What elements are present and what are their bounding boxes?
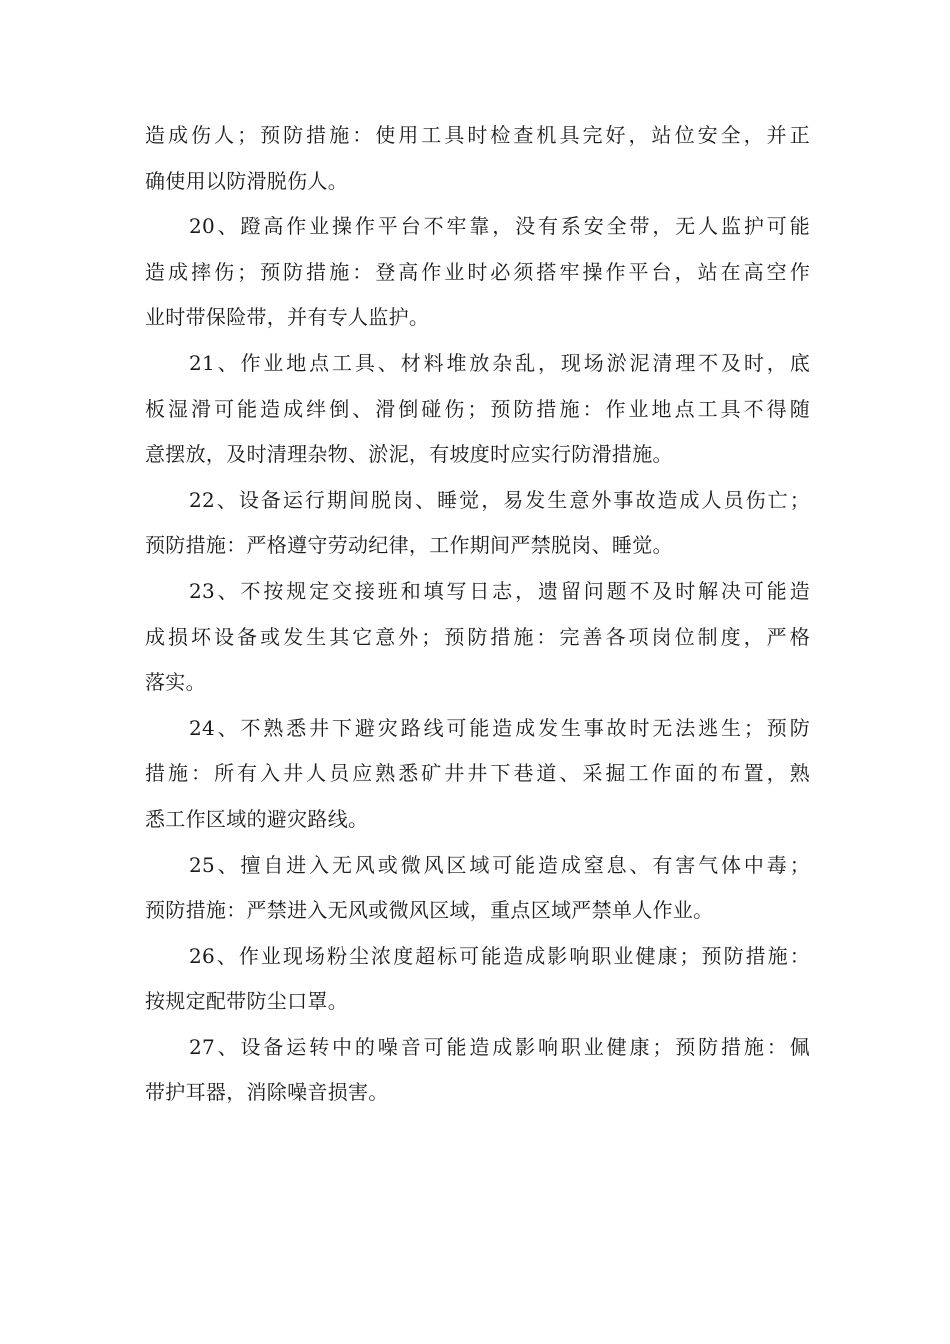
item-24-line: 24、不熟悉井下避灾路线可能造成发生事故时无法逃生；预防 <box>189 715 810 740</box>
document-body <box>145 113 810 1116</box>
body-line: 确使用以防滑脱伤人。 <box>145 168 348 193</box>
item-27-line: 27、设备运转中的噪音可能造成影响职业健康；预防措施：佩 <box>189 1034 810 1059</box>
body-line: 业时带保险带，并有专人监护。 <box>145 305 430 330</box>
body-line: 成损坏设备或发生其它意外；预防措施：完善各项岗位制度，严格 <box>145 624 810 649</box>
body-line: 板湿滑可能造成绊倒、滑倒碰伤；预防措施：作业地点工具不得随 <box>145 396 810 421</box>
item-20-line: 20、蹬高作业操作平台不牢靠，没有系安全带，无人监护可能 <box>189 214 810 239</box>
body-line: 预防措施：严格遵守劳动纪律，工作期间严禁脱岗、睡觉。 <box>145 533 673 558</box>
item-25-line: 25、擅自进入无风或微风区域可能造成窒息、有害气体中毒； <box>189 852 810 877</box>
body-line: 造成伤人；预防措施：使用工具时检查机具完好，站位安全，并正 <box>145 123 810 147</box>
item-26-line: 26、作业现场粉尘浓度超标可能造成影响职业健康；预防措施： <box>189 943 810 968</box>
body-line: 落实。 <box>145 670 206 695</box>
body-line: 预防措施：严禁进入无风或微风区域，重点区域严禁单人作业。 <box>145 898 714 923</box>
item-22-line: 22、设备运行期间脱岗、睡觉，易发生意外事故造成人员伤亡； <box>189 487 810 512</box>
body-line: 措施：所有入井人员应熟悉矿井井下巷道、采掘工作面的布置，熟 <box>145 761 810 786</box>
item-21-line: 21、作业地点工具、材料堆放杂乱，现场淤泥清理不及时，底 <box>189 350 810 375</box>
item-23-line: 23、不按规定交接班和填写日志，遗留问题不及时解决可能造 <box>189 578 810 603</box>
body-line: 悉工作区域的避灾路线。 <box>145 806 369 831</box>
body-line: 意摆放，及时清理杂物、淤泥，有坡度时应实行防滑措施。 <box>145 442 673 467</box>
body-line: 带护耳器，消除噪音损害。 <box>145 1080 389 1105</box>
body-line: 按规定配带防尘口罩。 <box>145 989 348 1014</box>
body-line: 造成摔伤；预防措施：登高作业时必须搭牢操作平台，站在高空作 <box>145 259 810 284</box>
